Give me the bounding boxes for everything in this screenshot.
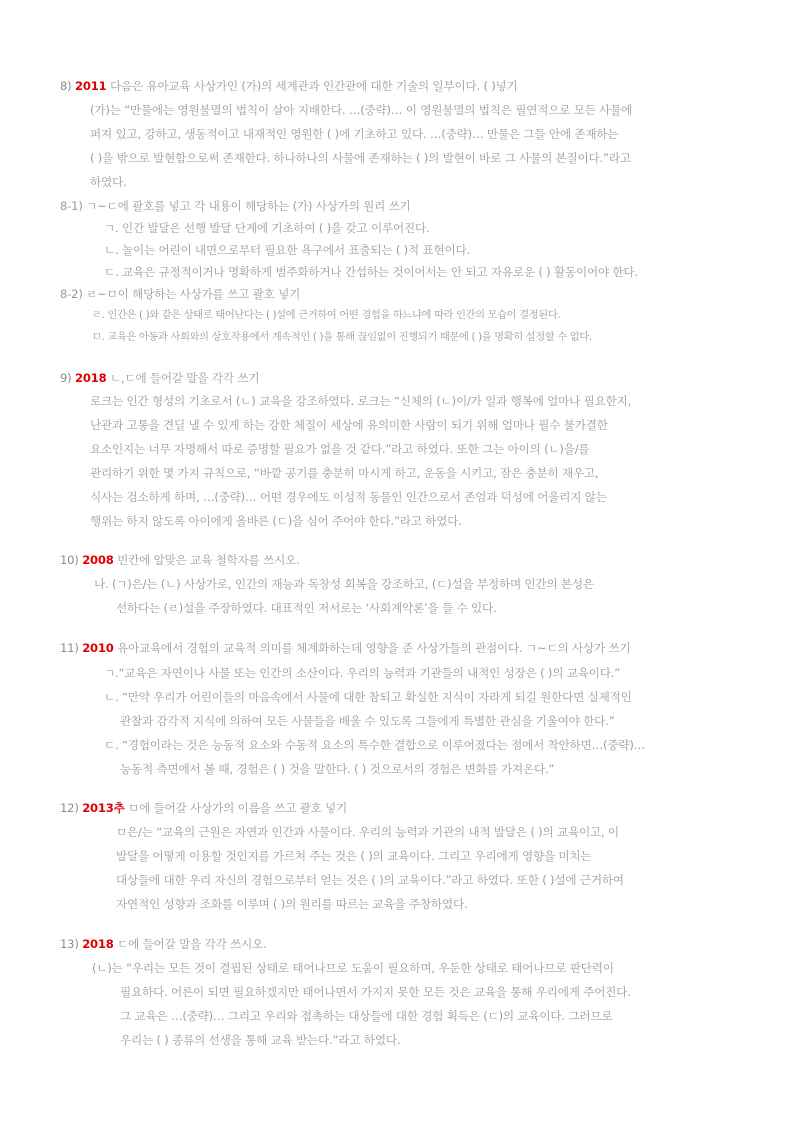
exam-year: 2018 bbox=[75, 371, 107, 385]
body-line: 필요하다. 어른이 되면 필요하겠지만 태어나면서 가지지 못한 모든 것은 교육을 통해 우리에게 주어진다. bbox=[120, 985, 631, 999]
question-11-header bbox=[60, 640, 630, 656]
body-line: 로크는 인간 형성의 기초로서 (ㄴ) 교육을 강조하였다. 로크는 “신체의 (ㄴ)이/가 일과 행복에 얼마나 필요한지, bbox=[90, 394, 632, 408]
body-line: 발달을 어떻게 이용할 것인지를 가르쳐 주는 것은 ( )의 교육이다. 그리고 우리에게 영향을 미치는 bbox=[116, 849, 592, 863]
question-number: 8) bbox=[60, 79, 72, 93]
exam-year: 2008 bbox=[82, 553, 114, 567]
question-8-header bbox=[60, 78, 518, 94]
question-10-header bbox=[60, 552, 300, 568]
exam-year: 2010 bbox=[82, 641, 114, 655]
body-line: 그 교육은 …(중략)… 그리고 우리와 접촉하는 대상들에 대한 경험 획득은 (ㄷ)의 교육이다. 그러므로 bbox=[120, 1009, 613, 1023]
body-line: 나. (ㄱ)은/는 (ㄴ) 사상가로, 인간의 재능과 독창성 회복을 강조하고, (ㄷ)설을 부정하며 인간의 본성은 bbox=[94, 577, 594, 591]
sub-question-8-2: 8-2) ㄹ~ㅁ이 해당하는 사상가를 쓰고 괄호 넣기 bbox=[60, 287, 301, 301]
question-prompt: ㄴ,ㄷ에 들어갈 말을 각각 쓰기 bbox=[106, 371, 260, 385]
question-prompt: 유아교육에서 경험의 교육적 의미를 체계화하는데 영향을 준 사상가들의 관점이다. ㄱ~ㄷ의 사상가 쓰기 bbox=[113, 641, 631, 655]
body-line: 관리하기 위한 몇 가지 규칙으로, “바깥 공기를 충분히 마시게 하고, 운동을 시키고, 잠은 충분히 재우고, bbox=[90, 466, 599, 480]
exam-year: 2011 bbox=[75, 79, 107, 93]
body-line: ㄴ. “만약 우리가 어린이들의 마음속에서 사물에 대한 참되고 확실한 지식이 자라게 되길 원한다면 실제적인 bbox=[104, 690, 632, 704]
sub-question-8-1: 8-1) ㄱ~ㄷ에 괄호를 넣고 각 내용이 해당하는 (가) 사상가의 원리 쓰기 bbox=[60, 199, 411, 213]
question-prompt: 빈칸에 알맞은 교육 철학자를 쓰시오. bbox=[113, 553, 300, 567]
question-number: 9) bbox=[60, 371, 72, 385]
body-line: ㄷ. “경험이라는 것은 능동적 요소와 수동적 요소의 특수한 결합으로 이루어졌다는 점에서 착안하면…(중략)… bbox=[104, 738, 646, 752]
body-line: 관찰과 감각적 지식에 의하여 모든 사물들을 배울 수 있도록 그들에게 특별한 관심을 기울여야 한다.” bbox=[120, 714, 615, 728]
sub-item: ㄹ. 인간은 ( )와 같은 상태로 태어난다는 ( )설에 근거하여 어떤 경험을 하느냐에 따라 인간의 모습이 결정된다. bbox=[92, 310, 561, 321]
body-line: 행위는 하지 않도록 아이에게 올바른 (ㄷ)을 심어 주어야 한다.”라고 하였다. bbox=[90, 514, 462, 528]
question-9-header bbox=[60, 370, 259, 386]
question-number: 11) bbox=[60, 641, 79, 655]
question-12-header bbox=[60, 800, 347, 816]
exam-year: 2013추 bbox=[82, 801, 125, 815]
question-number: 13) bbox=[60, 937, 79, 951]
body-line: 우리는 ( ) 종류의 선생을 통해 교육 받는다.”라고 하였다. bbox=[120, 1033, 401, 1047]
body-line: 하였다. bbox=[90, 175, 127, 189]
body-line: 선하다는 (ㄹ)설을 주장하였다. 대표적인 저서로는 ‘사회계약론’을 들 수 있다. bbox=[116, 601, 497, 615]
question-prompt: ㄷ에 들어갈 말을 각각 쓰시오. bbox=[113, 937, 267, 951]
body-line: 대상들에 대한 우리 자신의 경험으로부터 얻는 것은 ( )의 교육이다.”라고 하였다. 또한 ( )설에 근거하여 bbox=[116, 873, 624, 887]
body-line: (ㄴ)는 “우리는 모든 것이 결핍된 상태로 태어나므로 도움이 필요하며, 우둔한 상태로 태어나므로 판단력이 bbox=[92, 961, 614, 975]
question-number: 10) bbox=[60, 553, 79, 567]
body-line: 자연적인 성향과 조화를 이루며 ( )의 원리를 따르는 교육을 주창하였다. bbox=[116, 897, 468, 911]
sub-item: ㅁ. 교육은 아동과 사회와의 상호작용에서 계속적인 ( )을 통해 끊임없이 진행되기 때문에 ( )을 명확히 설정할 수 없다. bbox=[92, 332, 592, 343]
sub-item: ㄴ. 놀이는 어린이 내면으로부터 필요한 욕구에서 표출되는 ( )적 표현이다. bbox=[104, 243, 470, 257]
sub-item: ㄷ. 교육은 규정적이거나 명확하게 범주화하거나 간섭하는 것이어서는 안 되고 자유로운 ( ) 활동이어야 한다. bbox=[104, 265, 638, 279]
body-line: 능동적 측면에서 볼 때, 경험은 ( ) 것을 말한다. ( ) 것으로서의 경험은 변화를 가져온다.” bbox=[120, 762, 555, 776]
body-line: 퍼져 있고, 강하고, 생동적이고 내재적인 영원한 ( )에 기초하고 있다. …(중략)… 만물은 그들 안에 존재하는 bbox=[90, 127, 619, 141]
sub-item: ㄱ. 인간 발달은 선행 발달 단계에 기초하여 ( )을 갖고 이루어진다. bbox=[104, 221, 430, 235]
body-line: ㅁ은/는 “교육의 근원은 자연과 인간과 사물이다. 우리의 능력과 기관의 내적 발달은 ( )의 교육이고, 이 bbox=[116, 825, 619, 839]
question-13-header bbox=[60, 936, 267, 952]
body-line: (가)는 “만물에는 영원불멸의 법칙이 살아 지배한다. …(중략)… 이 영원불멸의 법칙은 필연적으로 모든 사물에 bbox=[90, 103, 633, 117]
body-line: 난관과 고통을 견딜 낼 수 있게 하는 강한 체질이 세상에 유의미한 사람이 되기 위해 얼마나 필수 불가결한 bbox=[90, 418, 608, 432]
body-line: 요소인지는 너무 자명해서 따로 증명할 필요가 없을 것 같다.”라고 하였다. 또한 그는 아이의 (ㄴ)을/를 bbox=[90, 442, 590, 456]
question-prompt: ㅁ에 들어갈 사상가의 이름을 쓰고 괄호 넣기 bbox=[124, 801, 348, 815]
body-line: ㄱ.“교육은 자연이나 사물 또는 인간의 소산이다. 우리의 능력과 기관들의 내적인 성장은 ( )의 교육이다.” bbox=[104, 666, 621, 680]
question-prompt: 다음은 유아교육 사상가인 (가)의 세계관과 인간관에 대한 기술의 일부이다. ( )넣기 bbox=[106, 79, 518, 93]
exam-year: 2018 bbox=[82, 937, 114, 951]
body-line: ( )을 밖으로 발현함으로써 존재한다. 하나하나의 사물에 존재하는 ( )의 발현이 바로 그 사물의 본질이다.”라고 bbox=[90, 151, 631, 165]
question-number: 12) bbox=[60, 801, 79, 815]
body-line: 식사는 검소하게 하며, …(중략)… 어떤 경우에도 이성적 동물인 인간으로서 존엄과 덕성에 어울리지 않는 bbox=[90, 490, 607, 504]
